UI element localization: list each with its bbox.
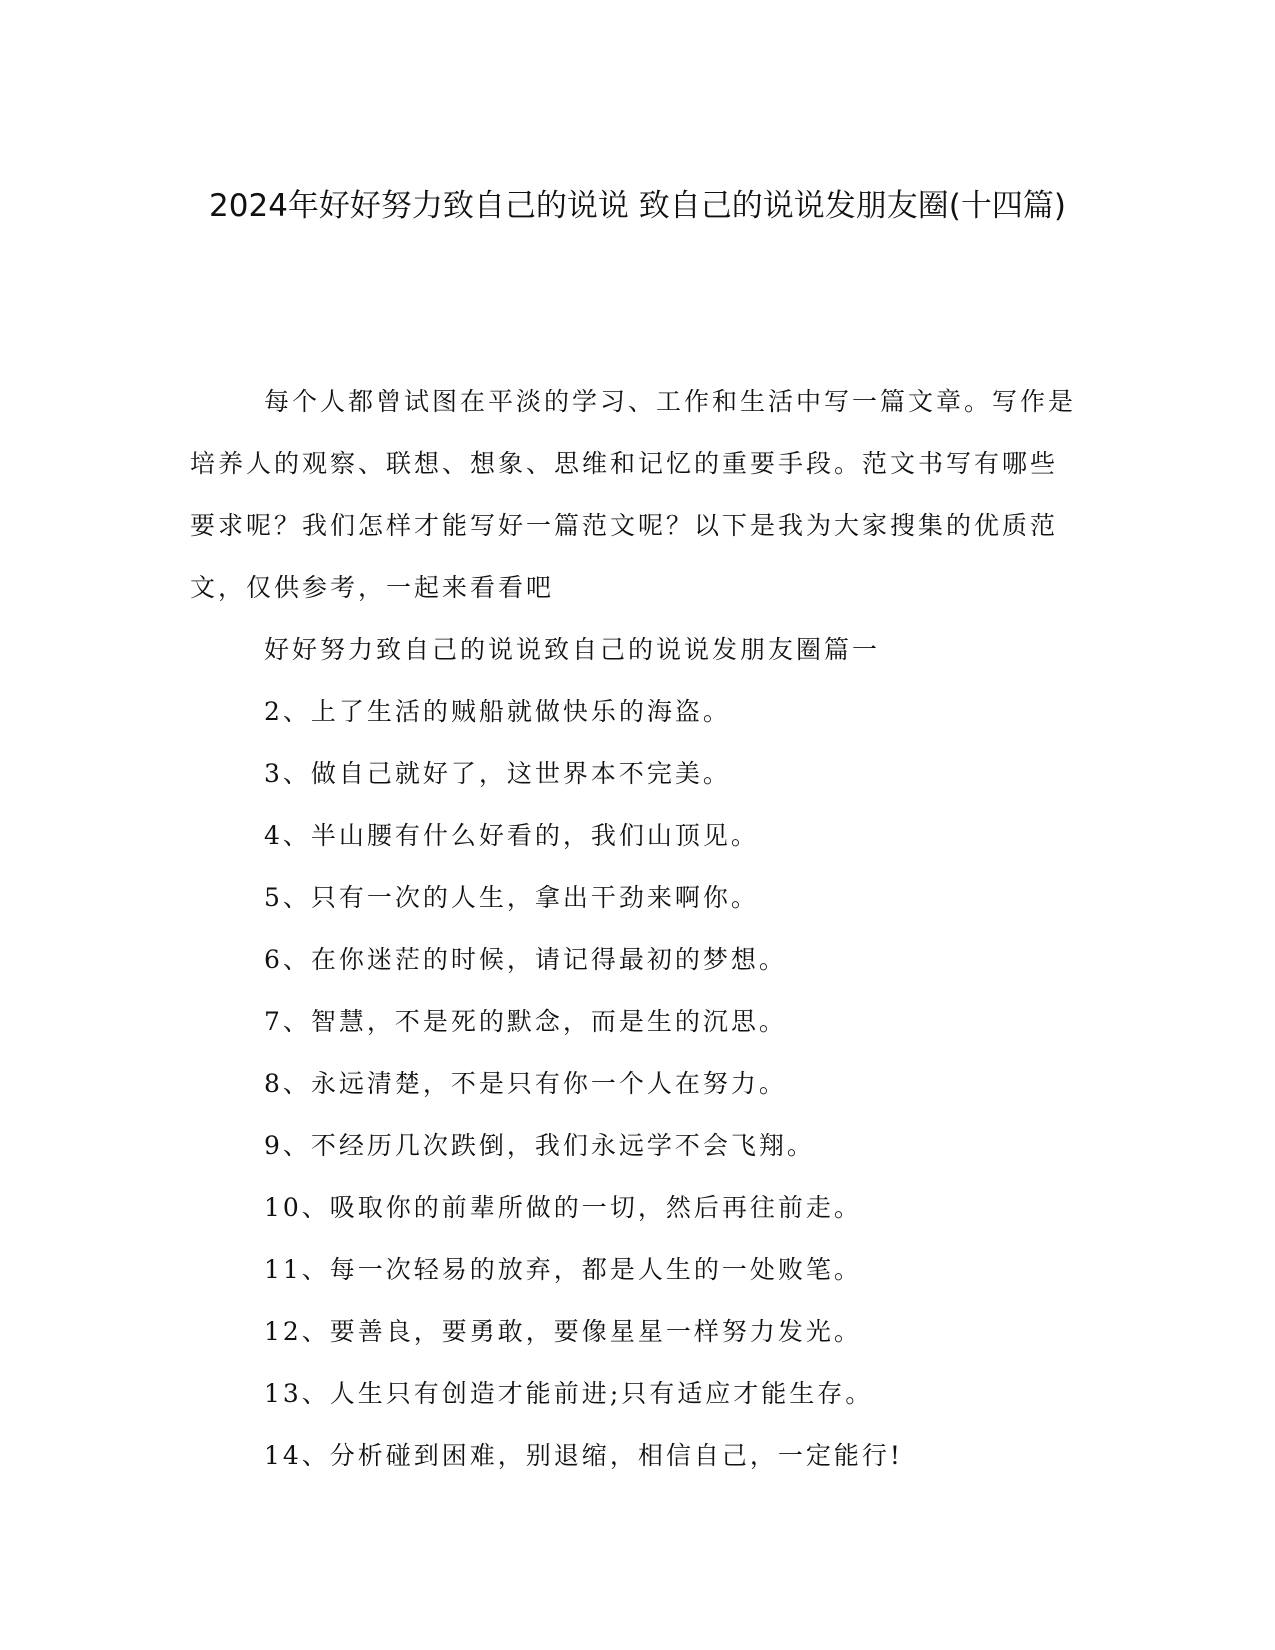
list-item: 2、上了生活的贼船就做快乐的海盗。	[264, 697, 731, 726]
list-item: 7、智慧，不是死的默念，而是生的沉思。	[264, 1007, 787, 1036]
list-item: 14、分析碰到困难，别退缩，相信自己，一定能行!	[264, 1441, 903, 1470]
list-item: 10、吸取你的前辈所做的一切，然后再往前走。	[264, 1193, 862, 1222]
list-item: 13、人生只有创造才能前进;只有适应才能生存。	[264, 1379, 874, 1408]
list-item: 4、半山腰有什么好看的，我们山顶见。	[264, 821, 759, 850]
section-heading: 好好努力致自己的说说致自己的说说发朋友圈篇一	[264, 635, 881, 664]
intro-paragraph: 每个人都曾试图在平淡的学习、工作和生活中写一篇文章。写作是培养人的观察、联想、想象、思维和记忆的重要手段。范文书写有哪些要求呢？我们怎样才能写好一篇范文呢？以下是我为大家搜集的优质范文，仅供参考，一起来看看吧	[190, 387, 1077, 602]
list-item: 3、做自己就好了，这世界本不完美。	[264, 759, 731, 788]
list-item: 6、在你迷茫的时候，请记得最初的梦想。	[264, 945, 787, 974]
list-item: 8、永远清楚，不是只有你一个人在努力。	[264, 1069, 787, 1098]
list-item: 5、只有一次的人生，拿出干劲来啊你。	[264, 883, 759, 912]
list-item: 9、不经历几次跌倒，我们永远学不会飞翔。	[264, 1131, 815, 1160]
document-body	[190, 371, 1085, 1487]
list-item: 11、每一次轻易的放弃，都是人生的一处败笔。	[264, 1255, 862, 1284]
document-title: 2024年好好努力致自己的说说 致自己的说说发朋友圈(十四篇)	[209, 188, 1066, 224]
list-item: 12、要善良，要勇敢，要像星星一样努力发光。	[264, 1317, 862, 1346]
